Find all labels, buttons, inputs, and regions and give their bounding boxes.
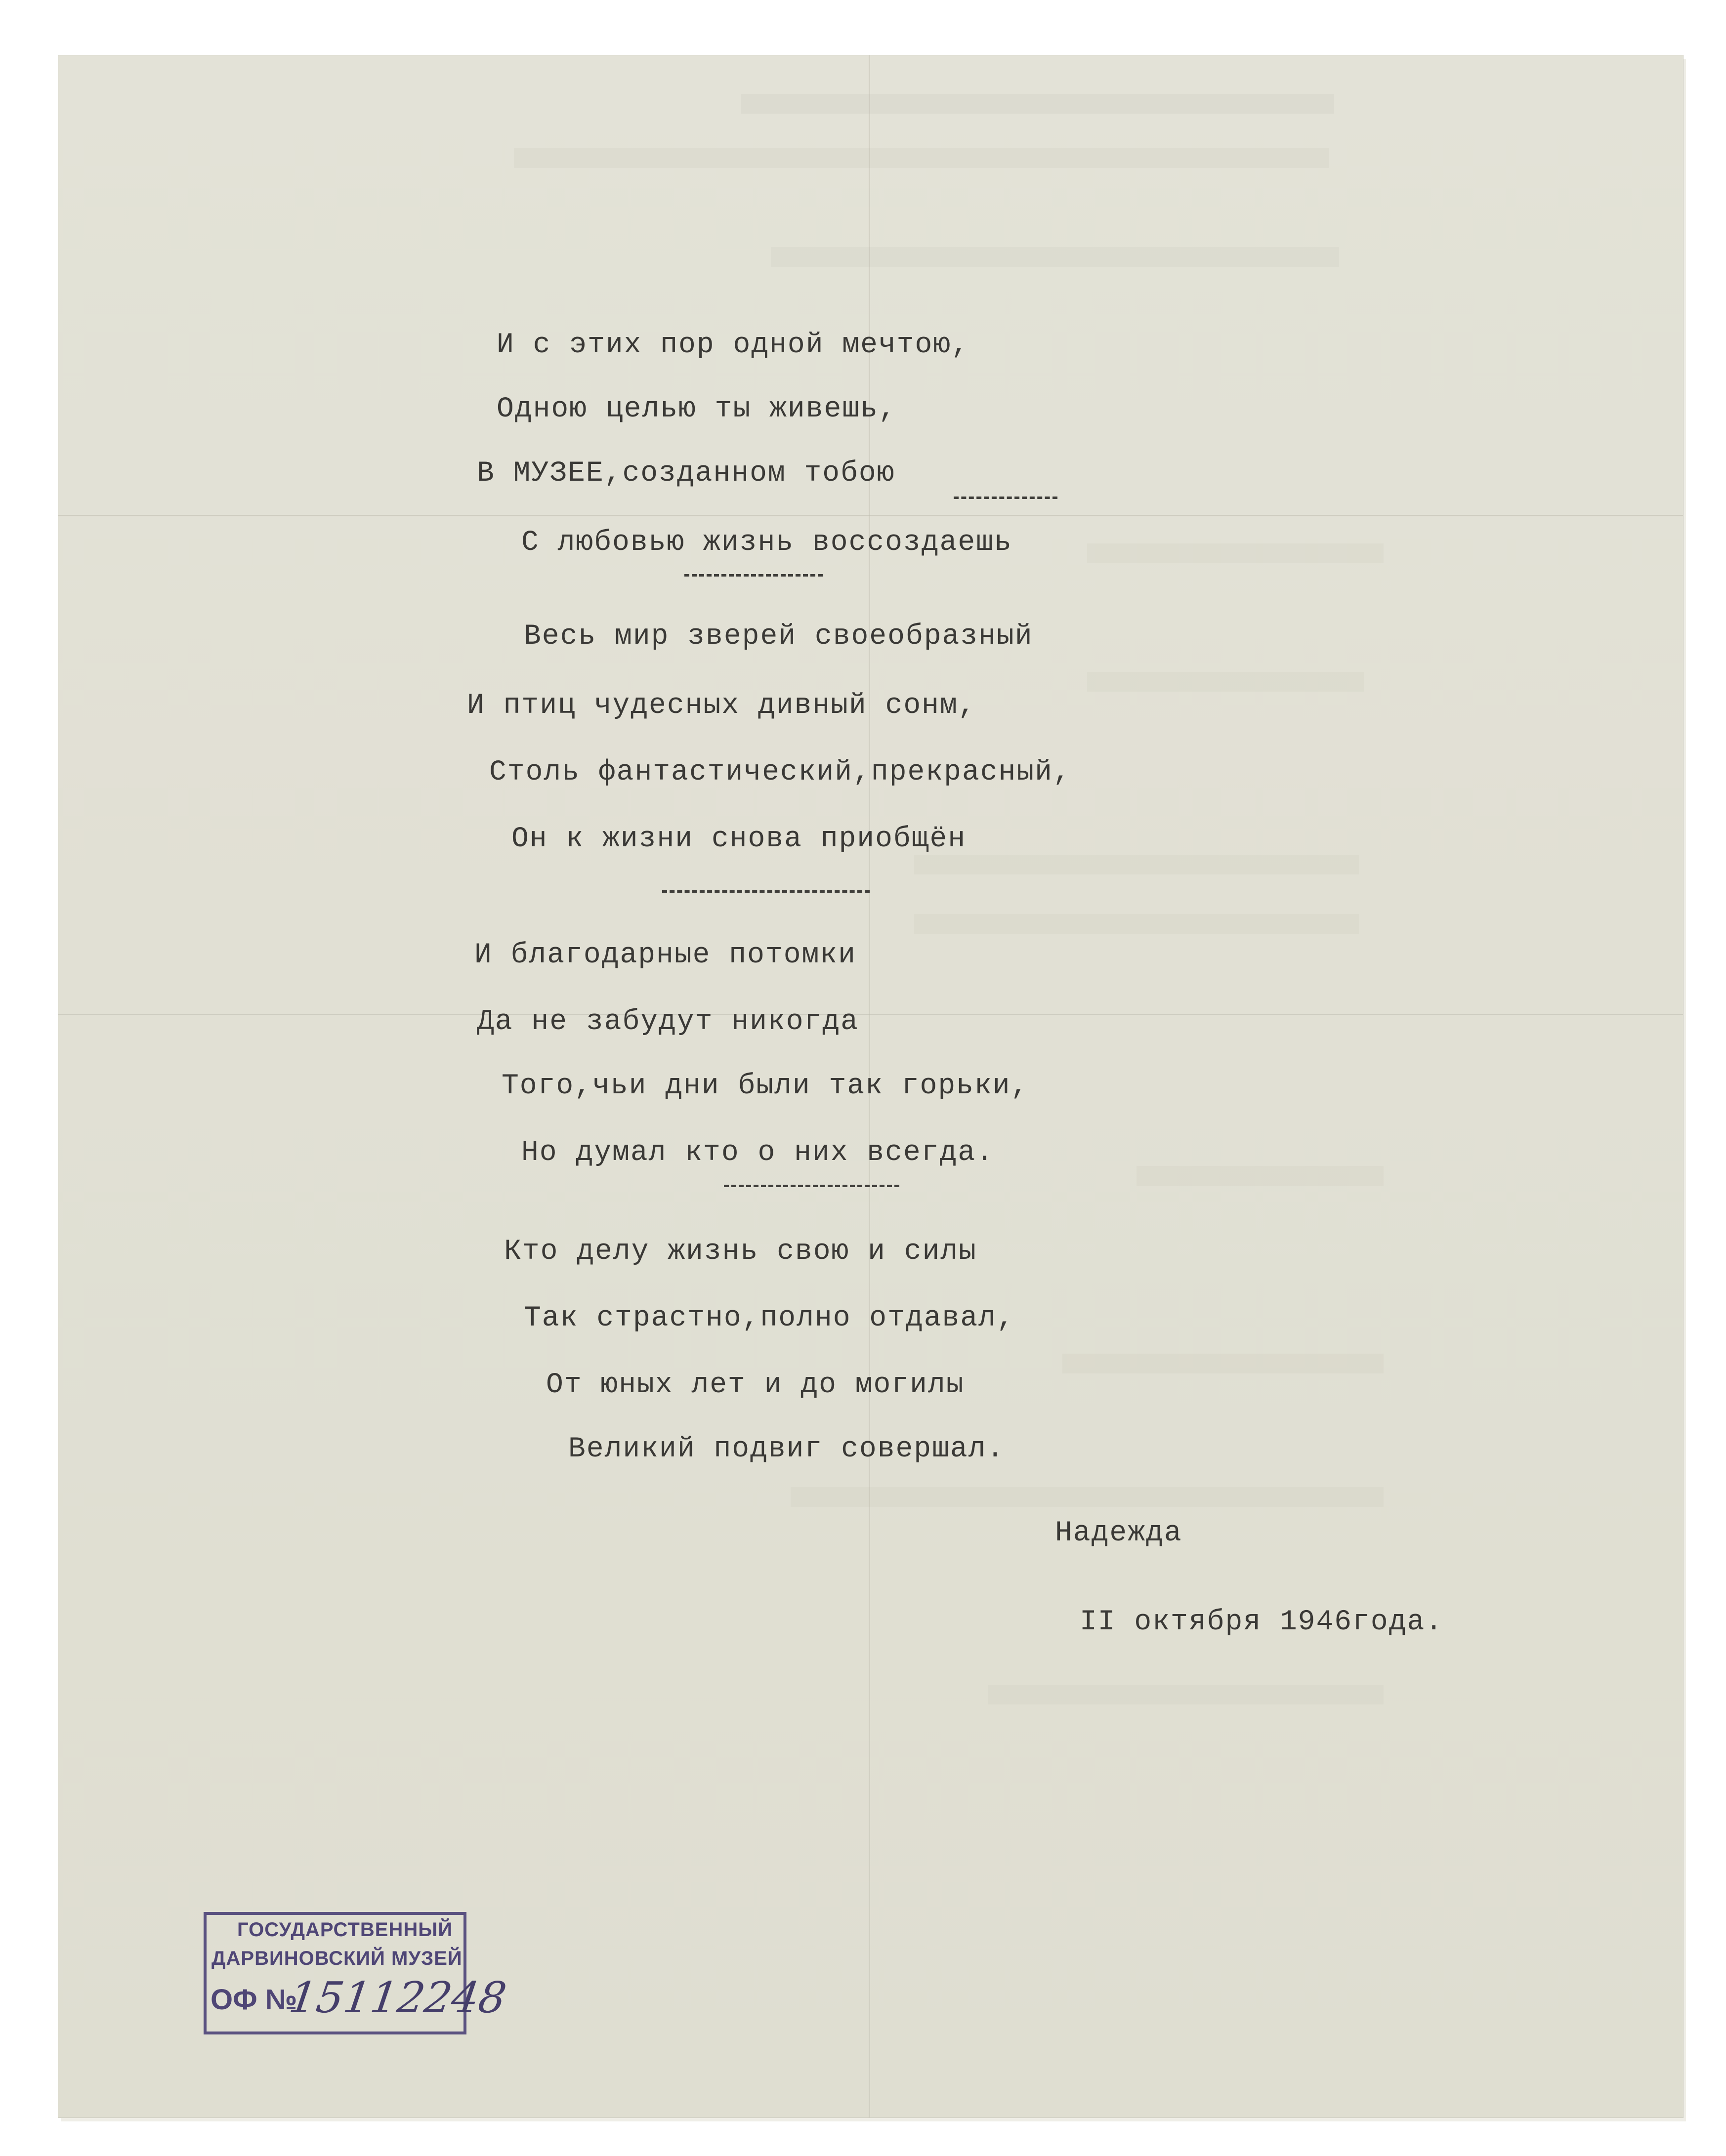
fold-line xyxy=(58,1014,1683,1015)
dashed-rule xyxy=(724,1185,899,1187)
poem-line: Да не забудут никогда xyxy=(477,1006,859,1038)
signature: Надежда xyxy=(1055,1517,1182,1549)
poem-line: И благодарные потомки xyxy=(474,939,856,971)
poem-line: С любовью жизнь воссоздаешь xyxy=(521,527,1012,559)
poem-line: Великий подвиг совершал. xyxy=(568,1433,1005,1465)
stamp-prefix: ОФ № xyxy=(210,1984,297,2016)
date-line: II октября 1946года. xyxy=(1080,1606,1444,1638)
poem-line: Того,чьи дни были так горьки, xyxy=(502,1070,1029,1102)
poem-line: Кто делу жизнь свою и силы xyxy=(504,1236,977,1268)
poem-line: Так страстно,полно отдавал, xyxy=(524,1302,1015,1334)
poem-line: И птиц чудесных дивный сонм, xyxy=(467,690,976,722)
fold-line xyxy=(58,515,1683,516)
stamp-line-1: ГОСУДАРСТВЕННЫЙ xyxy=(237,1919,453,1941)
museum-stamp xyxy=(204,1912,509,2034)
stamp-line-2: ДАРВИНОВСКИЙ МУЗЕЙ xyxy=(211,1948,463,1969)
dashed-rule xyxy=(954,497,1057,499)
poem-line: В МУЗЕЕ,созданном тобою xyxy=(477,457,895,490)
poem-line: Но думал кто о них всегда. xyxy=(521,1137,994,1169)
poem-line: Он к жизни снова приобщён xyxy=(511,823,967,855)
inventory-number: 15112248 xyxy=(286,1973,509,2023)
poem-line: Одною целью ты живешь, xyxy=(497,393,897,425)
dashed-rule xyxy=(684,574,823,577)
poem-line: Столь фантастический,прекрасный, xyxy=(489,756,1071,788)
poem-line: И с этих пор одной мечтою, xyxy=(497,329,969,361)
poem-line: От юных лет и до могилы xyxy=(546,1369,965,1401)
dashed-rule xyxy=(662,890,870,893)
poem-line: Весь мир зверей своеобразный xyxy=(524,621,1033,653)
